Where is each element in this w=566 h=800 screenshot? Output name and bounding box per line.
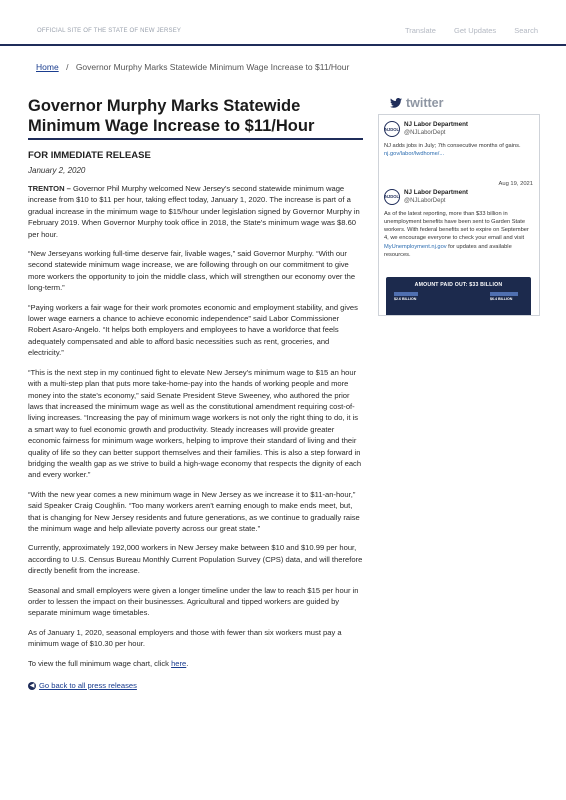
twitter-bird-icon [390,98,402,108]
avatar[interactable]: NJDOL [384,121,400,137]
tweet-image-bar [490,292,518,296]
back-link[interactable]: Go back to all press releases [39,681,137,691]
avatar[interactable]: NJDOL [384,189,400,205]
breadcrumb-current: Governor Murphy Marks Statewide Minimum Wage Increase to $11/Hour [75,62,350,72]
tweet-body-end: for updates and available resources. [384,243,512,259]
article-paragraph: As of January 1, 2020, seasonal employers and those with fewer than six workers must pay a minimum wage of $10.30 per hour. [28,627,342,649]
site-header [0,0,566,46]
tweet-text [384,142,534,159]
account-name[interactable]: NJ Labor Department [404,188,469,196]
article-paragraph [28,658,363,669]
tweet-body: NJ adds jobs in July; 7th consecutive months of gains. [384,143,521,149]
translate-link[interactable]: Translate [404,26,436,35]
article-paragraph: “This is the next step in my continued fight to elevate New Jersey's minimum wage to $15 an hour with a multi-step plan that puts more take-home-pay into the hands of working people and more money into the state's economy,” said Senate President Steve Sweeney, who authored the prior laws that increased the minimum wage as well as the constitutional amendment requiring cost-of-living increases. “Increasing the pay of minimum wage workers is not only the right thing to do, it is a smart way to fuel economic growth and productivity. Steady increases will provide greater economic fairness for minimum wage workers, helping to improve their standard of living and their quality of life so they can better support themselves and their families. This is also a step forward in bridging the wealth gap as we strive to build a high-wage economy that respects the dignity of each and every worker.” [28,367,362,480]
account-handle[interactable]: @NJLaborDept [404,130,446,136]
tweet-link[interactable]: MyUnemployment.nj.gov [384,243,447,250]
tweet-image[interactable] [386,277,531,316]
search-link[interactable]: Search [514,26,538,35]
breadcrumb [36,62,349,72]
dateline: TRENTON – [28,184,71,193]
article-paragraph: Currently, approximately 192,000 workers in New Jersey make between $10 and $10.99 per hour, according to U.S. Census Bureau Monthly Current Population Survey (CPS) data, and will therefore directly benefit from the increase. [28,543,363,576]
twitter-sidebar [378,96,540,316]
twitter-heading-text: twitter [406,96,444,110]
official-site-label: OFFICIAL SITE OF THE STATE OF NEW JERSEY [37,28,182,34]
article-paragraph [28,183,363,240]
twitter-heading [378,96,540,110]
tweet[interactable] [379,115,539,159]
wage-chart-link[interactable]: here [171,658,187,668]
release-date: January 2, 2020 [28,166,86,175]
paragraph-text: To view the full minimum wage chart, click [28,658,172,668]
tweet-body: As of the latest reporting, more than $33 billion in unemployment benefits have been sent to Garden State workers. With federal benefits set to expire on September 4, we encourage everyone to check your email and visit [384,210,529,242]
paragraph-text: Governor Phil Murphy welcomed New Jersey's second statewide minimum wage increase from $10 to $11 per hour, taking effect today, January 1, 2020. The increase is part of a gradual increase in the minimum wage to $15/hour under legislation signed by Governor Murphy in February 2019. When Governor Murphy took office in 2018, the State's minimum wage was $8.60 per hour. [28,184,360,239]
tweet-image-value: $6.4 BILLION [490,297,513,302]
release-label: FOR IMMEDIATE RELEASE [28,150,151,161]
tweet[interactable] [379,187,539,260]
tweet-header [384,189,534,205]
article-paragraph: “With the new year comes a new minimum wage in New Jersey as we increase it to $11-an-hour,” said Speaker Craig Coughlin. “Too many workers aren't earning enough to make ends meet, but, that is changing for New Jersey residents and future generations, as we continue to gradually raise the minimum wage and help alleviate poverty across our great state.” [28,489,360,533]
account-handle[interactable]: @NJLaborDept [404,197,446,204]
get-updates-link[interactable]: Get Updates [454,26,497,35]
back-to-press-releases[interactable] [28,681,363,690]
tweet-link[interactable]: nj.gov/labor/lwdhome/... [384,151,445,158]
page-title: Governor Murphy Marks Statewide Minimum Wage Increase to $11/Hour [28,96,363,140]
tweet-date: Aug 19, 2021 [498,180,533,187]
tweet-header [384,121,534,137]
tweet-image-bar [394,292,418,296]
account-name[interactable]: NJ Labor Department [404,121,469,128]
breadcrumb-home-link[interactable]: Home [36,62,59,72]
arrow-left-icon: ◀ [29,682,35,689]
article [28,96,363,690]
tweet-image-value: $2.6 BILLION [394,297,417,302]
twitter-feed[interactable] [378,114,540,316]
top-nav [389,26,538,35]
article-paragraph: “New Jerseyans working full-time deserve fair, livable wages,” said Governor Murphy. “With our second statewide minimum wage increase, we are following through on our commitment to give more workers the opportunity to join the middle class, which will strengthen our economy over the long-term.” [28,249,356,293]
article-paragraph: “Paying workers a fair wage for their work promotes economic and employment stability, and gives lower wage earners a chance to achieve economic independence” said Labor Commissioner Robert Asaro-Angelo. “It helps both employers and employees to have a workforce that feels adequately compensated and able to afford basic necessities such as rent, groceries, and electricity.” [28,302,358,358]
breadcrumb-separator: / [66,62,69,72]
tweet-image-title: AMOUNT PAID OUT: $33 BILLION [414,282,503,289]
paragraph-end: . [186,658,189,668]
tweet-text [384,210,534,260]
article-paragraph: Seasonal and small employers were given a longer timeline under the law to reach $15 per hour in order to lessen the impact on their businesses. Agricultural and tipped workers are guided by separate minimum wage timetables. [28,585,359,618]
